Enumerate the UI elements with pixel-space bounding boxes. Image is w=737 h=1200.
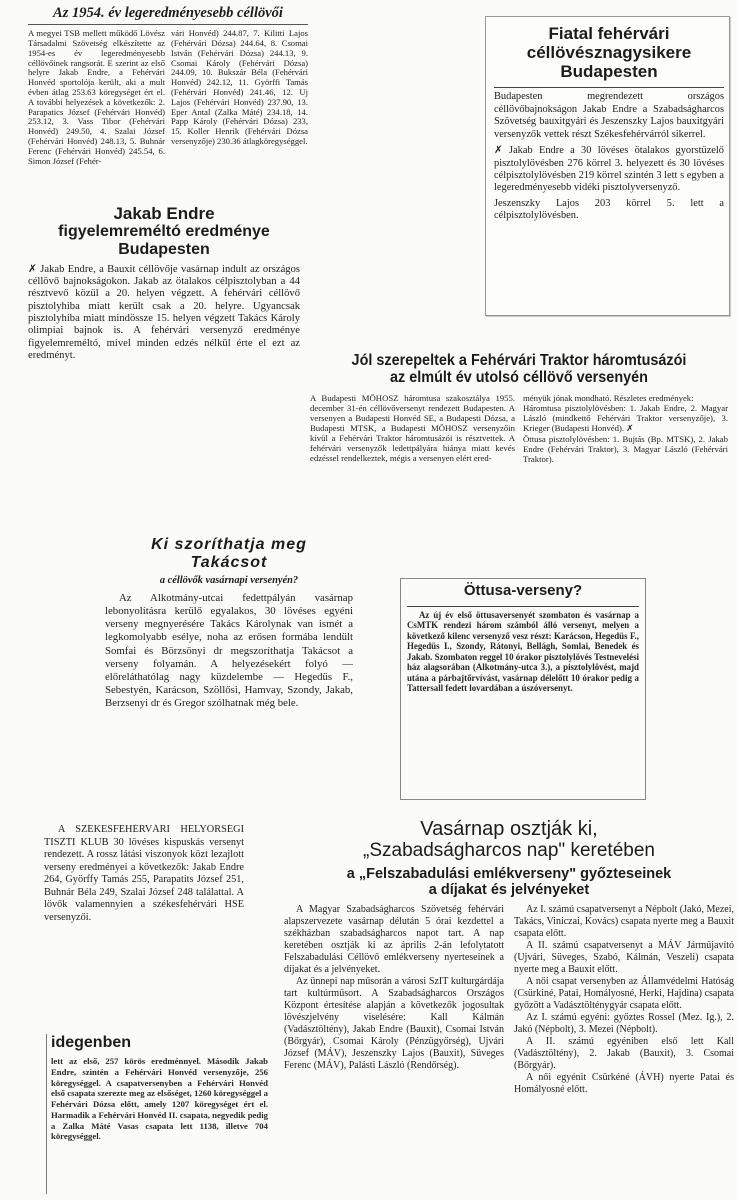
handwritten-x-mark-icon: ✗ — [494, 144, 503, 157]
clipping-title: a díjakat és jelvényeket — [428, 881, 590, 898]
clipping-title: „Szabadságharcos nap" keretében — [363, 840, 655, 862]
clipping-takacs-competition — [105, 536, 353, 818]
clipping-pentathlon — [400, 578, 646, 800]
clipping-title: Jakab Endre — [113, 204, 215, 223]
clipping-title: Takácsot — [190, 553, 268, 571]
clipping-paragraph: Az új év első öttusaversenyét szombaton és vasárnap a CsMTK rendezi három számból álló versenyt, melyen a következő kilenc versenyző vesz részt: Karácson, Hegedüs F., Hegedüs I., Szondy, Rátonyi, Bellágh, Somlai, Benedek és Jakab. Szombaton reggel 10 órakor pisztolylövés Testnevelési ház alagsorában (Alkotmány-utca 3.), a pisztolylövést, majd utána a párbajtőrvívást, vasárnap délelőtt 10 órakor pedig a Tattersall fedett lovardában a úszóversenyt. — [407, 609, 639, 694]
clipping-traktor-triathlon — [310, 352, 728, 532]
clipping-subtitle: a céllövők vasárnapi versenyén? — [159, 574, 299, 586]
clipping-paragraph: Budapesten megrendezett országos céllövőbajnokságon Jakab Endre a Szabadságharcos Szövetség bauxitgyári és Jeszenszky Lajos bauxitgyári versenyzők vettek részt Székesfehérvárról sikerrel. — [494, 91, 724, 140]
clipping-column: A megyei TSB mellett működő Lövész Társadalmi Szövetség elkészítette az 1954-es év legeredményesebb céllövőinek rangsorát. E szerint az első helyre Jakab Endre, a Fehérvári Honvéd sportolója került, aki a mult évben átlag 253.63 köregységet ért el. A további helyezések a következők: 2. Parapatics József (Fehérvári Honvéd) 253.12, 3. Vass Tibor (Fehérvári Honvéd) 249.50, 4. Szalai József (Fehérvári Honvéd) 248.13, 5. Buhnár Ferenc (Fehérvári Honvéd) 245.54, 6. Simon József (Fehér- — [28, 28, 165, 165]
clipping-idegenben — [46, 1034, 268, 1194]
clipping-title: az elmúlt év utolsó céllövő versenyén — [390, 369, 648, 387]
clipping-column: Az I. számú csapatversenyt a Népbolt (Jakó, Mezei, Takács, Viniczai, Kovács) csapata nyerte meg a Bauxit csapata előtt. A II. számú csapatversenyt a MÁV Járműjavító (Ujvári, Süveges, Szabó, Kálmán, Veszeli) csapata nyerte meg a Bauxit előtt. A női csapat versenyben az Államvédelmi Hatóság (Csürkiné, Patai, Homályosné, Herki, Hajdina) csapata győzött a Vadásztölténygyár csapata előtt. Az I. számú egyéni: győztes Rossel (Mez. Ig.), 2. Jakó (Népbolt), 3. Mezei (Népbolt). A II. számú egyéniben első lett Kall (Vadásztöltény), 2. Jakab (Bauxit), 3. Csomai (Bőrgyár). A női egyénit Csürkéné (ÁVH) nyerte Patai és Homályosné előtt. — [514, 904, 734, 1096]
clipping-column: ményük jónak mondható. Részletes eredmények: Háromtusa pisztolylövésben: 1. Jakab Endre, 2. Magyar László (mindkettő Fehérvári Traktor versenyzője), 3. Krieger (Budapesti Honvéd). ✗ Öttusa pisztolylövésben: 1. Bujtás (Bp. MTSK), 2. Jakab Endre (Fehérvári Traktor), 3. Magyar László (Fehérvári Traktor). — [523, 392, 728, 465]
clipping-paragraph: Jeszenszky Lajos 203 körrel 5. lett a célpisztolylövésben. — [494, 197, 724, 222]
handwritten-x-mark-icon: ✗ — [28, 262, 37, 275]
clipping-1954-best-shooters — [28, 5, 308, 165]
clipping-paragraph: Az Alkotmány-utcai fedettpályán vasárnap lebonyolításra kerülő egyalakos, 30 lövéses egyéni verseny megnyerésére Takács Károlynak van ismét a legkomolyabb esélye, noha az erősen formába lendült Somfai és Börzsönyi dr megszoríthatja Takácsot a verseny folyamán. A helyezésekért folyó — előreláthatólag nagy küzdelembe — Hegedüs F., Sebestyén, Karácson, Szöllősi, Hamvay, Szondy, Jakab, Berzsenyi dr és Gregor szólhatnak még bele. — [105, 591, 353, 710]
clipping-paragraph: ✗ Jakab Endre a 30 lövéses ötalakos gyorstüzelő pisztolylövésben 276 körrel 3. helyezett és 30 lövéses célpisztolylövésben 219 körrel szintén 3 lett s egyben a legeredményesebb vidéki pisztolyversenyző. — [494, 144, 724, 194]
clipping-title: idegenben — [51, 1034, 132, 1051]
clipping-paragraph: ✗ Jakab Endre, a Bauxit céllövője vasárnap indult az országos céllövő bajnokságokon. Jakab az ötalakos célpisztolyban a 44 résztvevő közül a 20. helyen végzett. A fehérvári céllövő pisztolyhiba miatt került csak a 20. helyre. Ugyancsak pisztolyhiba miatt mindössze 15. helyen végzett Takács Károly olimpiai bajnok is. A fehérvári versenyző eredménye figyelemreméltó, mivel minden edzés nélkül érte el ezt az eredményt. — [28, 262, 300, 361]
clipping-paragraph: A SZÉKESFEHÉRVÁRI HELYŐRSÉGI TISZTI KLUB 30 lövéses kispuskás versenyt rendezett. A rossz látási viszonyok közt lezajlott verseny eredményei a következők: Jakab Endre 264, Györffy Tamás 255, Parapatits József 251, Buhnár Béla 249, Szalai József 248 találattal. A lövők valamennyien a székesfehérvári HSE versenyzői. — [44, 824, 244, 923]
clipping-title: Fiatal fehérvári céllövésznagysikere Budapesten — [526, 24, 692, 82]
clipping-freedom-fighter-day — [284, 818, 734, 1196]
clipping-paragraph: lett az első, 257 körös eredménnyel. Második Jakab Endre, szintén a Fehérvári Honvéd versenyzője, 256 köregységgel. A csapatversenyben a Fehérvári Honvéd első csapata szerezte meg az elsőséget, 1260 köregységgel a Fehérvári Dózsa előtt, amely 1207 köregységet ért el. Harmadik a Fehérvári Honvéd II. csapata, negyedik pedig a Zalka Máté Vasas csapata lett 1138, illetve 704 köregységgel. — [51, 1056, 268, 1142]
handwritten-x-mark-icon: ✗ — [626, 424, 634, 434]
clipping-title: Az 1954. év legeredményesebb céllövői — [28, 5, 308, 25]
clipping-title: Ki szoríthatja meg — [151, 536, 307, 553]
clipping-title: Vasárnap osztják ki, — [420, 818, 598, 840]
clipping-officers-club — [44, 824, 244, 974]
clipping-title: Jól szerepeltek a Fehérvári Traktor háromtusázói — [351, 352, 687, 369]
clipping-column: vári Honvéd) 244.87, 7. Kilitti Lajos (Fehérvári Dózsa) 244.64, 8. Csomai István (Fehérvári Dózsa) 244.13, 9. Csomai Károly (Fehérvári Dózsa) 244.09, 10. Bukszár Béla (Fehérvári Honvéd) 242.12, 11. Györffi Tamás (Fehérvári Honvéd) 241.46, 12. Uj Lajos (Fehérvári Honvéd) 237.90, 13. Eper Antal (Zalka Máté) 234.18, 14. Papp Károly (Fehérvári Dózsa) 233, 15. Koller Henrik (Fehérvári Dózsa versenyzője) 230.36 átlagköregységgel. — [171, 28, 308, 146]
clipping-title: Öttusa-verseny? — [463, 582, 583, 599]
clipping-column: A Magyar Szabadságharcos Szövetség fehérvári alapszervezete vasárnap délután 5 órai kezdettel a székházban szabadságharcos napot tart. A nap keretében osztják ki az április 2-án lefolytatott Felszabadulási Céllövő emlékverseny nyerteseinek a díjakat és a jelvényeket. Az ünnepi nap műsorán a városi SzIT kulturgárdája tart kultúrműsort. A Szabadságharcos Országos Központ értesítése alapján a következők jogosultak lövészjelvény viselésére: Kall Kálmán (Vadásztöltény), Jakab Endre (Bauxit), Csomai István (Bőrgyár), Csomai Károly (Pénzügyőrség), Ujvári József (MÁV), Jeszenszky Lajos (Bauxit), Süveges Ferenc (MÁV), Palásti László (Rendőrség). — [284, 904, 504, 1072]
clipping-column: A Budapesti MÖHOSZ háromtusa szakosztálya 1955. december 31-én céllövőversenyt rendezett Budapesten. A versenyen a Budapesti Honvéd SE, a Budapesti Dózsa, a Budapesti MTSK, a Budapesti MÖHOSZ versenyzőin kívül a Fehérvári Traktor háromtusázói is résztvettek. A fehérvári versenyzők ledettpályára hiánya miatt kevés edzéssel rendelkeztek, mégis a versenyen elért ered- — [310, 392, 515, 464]
clipping-title: a „Felszabadulási emlékverseny" győzteseinek — [346, 865, 672, 882]
clipping-jakab-endre-budapest — [28, 204, 300, 466]
clipping-title: figyelemreméltó eredménye Budapesten — [58, 223, 270, 258]
clipping-young-shooter-success — [485, 16, 730, 316]
